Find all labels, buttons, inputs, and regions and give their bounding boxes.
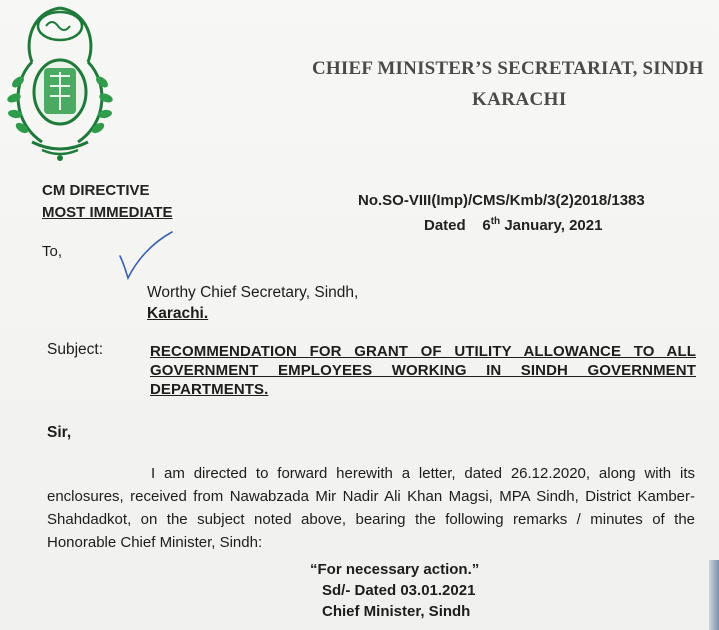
reference-date xyxy=(358,211,645,236)
date-day-suffix: th xyxy=(490,216,501,227)
checkmark-icon xyxy=(116,228,176,284)
directive-block xyxy=(42,180,173,224)
remarks-block xyxy=(300,559,479,622)
remarks-signatory: Chief Minister, Sindh xyxy=(322,603,471,620)
dated-label: Dated xyxy=(424,217,466,234)
subject-label: Subject: xyxy=(47,341,104,358)
reference-number: No.SO-VIII(Imp)/CMS/Kmb/3(2)2018/1383 xyxy=(358,192,645,209)
directive-line: CM DIRECTIVE xyxy=(42,182,150,199)
secretariat-city: KARACHI xyxy=(472,89,567,110)
remarks-quote: “For necessary action.” xyxy=(310,561,480,578)
body-text: I am directed to forward herewith a letter, dated 26.12.2020, along with its enclosures, received from Nawabzada Mir Nadir Ali Khan Magsi, MPA Sindh, District Kamber-Shahdadkot, on the subject noted above, bearing the following remarks / minutes of the Honorable Chief Minister, Sindh: xyxy=(47,465,695,551)
priority-line: MOST IMMEDIATE xyxy=(42,204,173,221)
secretariat-title: CHIEF MINISTER’S SECRETARIAT, SINDH xyxy=(312,58,704,79)
date-day: 6 xyxy=(482,217,491,234)
salutation: Sir, xyxy=(47,424,72,441)
date-month-year: January, 2021 xyxy=(504,217,603,234)
addressee-block xyxy=(147,282,358,324)
addressee-city: Karachi. xyxy=(147,305,209,322)
sindh-government-emblem xyxy=(2,2,118,164)
addressee-name: Worthy Chief Secretary, Sindh, xyxy=(147,284,359,301)
body-paragraph xyxy=(47,462,695,554)
page-edge-shadow xyxy=(709,560,719,630)
reference-block xyxy=(358,190,645,236)
remarks-signed: Sd/- Dated 03.01.2021 xyxy=(322,582,476,599)
to-label: To, xyxy=(42,243,63,260)
subject-text: RECOMMENDATION FOR GRANT OF UTILITY ALLOWANCE TO ALL GOVERNMENT EMPLOYEES WORKING IN SINDH GOVERNMENT DEPARTMENTS. xyxy=(150,343,696,398)
